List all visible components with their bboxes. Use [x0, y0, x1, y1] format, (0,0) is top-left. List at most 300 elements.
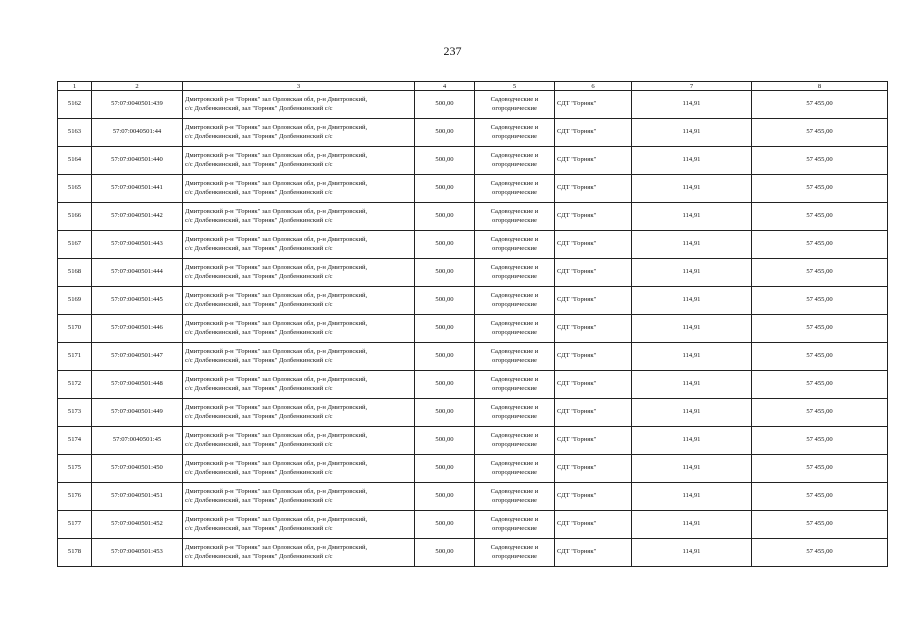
- owner-name: СДТ "Горняк": [557, 240, 597, 248]
- row-number-cell: [58, 455, 92, 483]
- address-line-2: с/с Долбенкинский, зал "Горняк" Долбенкинский с/с: [185, 132, 333, 140]
- address-cell: [183, 427, 415, 455]
- row-number-cell: [58, 511, 92, 539]
- land-use-line-1: Садоводческие и: [490, 320, 539, 328]
- cadastral-number: 57:07:0040501:452: [111, 520, 163, 528]
- cadastral-number-cell: [92, 175, 183, 203]
- address-line-2: с/с Долбенкинский, зал "Горняк" Долбенкинский с/с: [185, 524, 333, 532]
- cadastral-number: 57:07:0040501:439: [111, 100, 163, 108]
- column-number: 7: [632, 82, 752, 91]
- owner-name: СДТ "Горняк": [557, 184, 597, 192]
- land-use-line-2: огороднические: [492, 384, 537, 392]
- rate-cell: [632, 427, 752, 455]
- address-cell: [183, 91, 415, 119]
- land-use-cell: [475, 147, 555, 175]
- cadastral-value: 57 455,00: [806, 520, 833, 528]
- row-number: 5163: [67, 128, 82, 136]
- area-value: 500,00: [435, 296, 454, 304]
- address-line-2: с/с Долбенкинский, зал "Горняк" Долбенкинский с/с: [185, 188, 333, 196]
- owner-cell: [555, 91, 632, 119]
- cadastral-number: 57:07:0040501:445: [111, 296, 163, 304]
- row-number-cell: [58, 483, 92, 511]
- address-line-2: с/с Долбенкинский, зал "Горняк" Долбенкинский с/с: [185, 104, 333, 112]
- land-use-line-1: Садоводческие и: [490, 404, 539, 412]
- owner-name: СДТ "Горняк": [557, 156, 597, 164]
- address-line-1: Дмитровский р-н "Горняк" зал Орловская обл, р-н Дмитровский,: [185, 516, 368, 524]
- owner-cell: [555, 343, 632, 371]
- row-number-cell: [58, 427, 92, 455]
- table-row: [58, 427, 888, 455]
- owner-name: СДТ "Горняк": [557, 548, 597, 556]
- owner-cell: [555, 147, 632, 175]
- cadastral-number: 57:07:0040501:450: [111, 464, 163, 472]
- row-number: 5168: [67, 268, 82, 276]
- area-value: 500,00: [435, 380, 454, 388]
- land-use-cell: [475, 511, 555, 539]
- page-number: 237: [443, 44, 462, 58]
- address-line-1: Дмитровский р-н "Горняк" зал Орловская обл, р-н Дмитровский,: [185, 320, 368, 328]
- area-cell: [415, 203, 475, 231]
- land-use-line-2: огороднические: [492, 132, 537, 140]
- rate-value: 114,91: [682, 184, 701, 192]
- owner-name: СДТ "Горняк": [557, 296, 597, 304]
- address-cell: [183, 483, 415, 511]
- area-cell: [415, 371, 475, 399]
- table-row: [58, 119, 888, 147]
- address-cell: [183, 455, 415, 483]
- area-value: 500,00: [435, 156, 454, 164]
- row-number: 5173: [67, 408, 82, 416]
- row-number-cell: [58, 539, 92, 567]
- land-use-line-2: огороднические: [492, 468, 537, 476]
- rate-cell: [632, 203, 752, 231]
- table-row: [58, 343, 888, 371]
- rate-cell: [632, 399, 752, 427]
- owner-name: СДТ "Горняк": [557, 128, 597, 136]
- owner-name: СДТ "Горняк": [557, 520, 597, 528]
- row-number-cell: [58, 259, 92, 287]
- row-number-cell: [58, 147, 92, 175]
- cadastral-value-cell: [752, 259, 888, 287]
- address-line-2: с/с Долбенкинский, зал "Горняк" Долбенкинский с/с: [185, 468, 333, 476]
- rate-cell: [632, 119, 752, 147]
- cadastral-number: 57:07:0040501:45: [112, 436, 162, 444]
- table-row: [58, 371, 888, 399]
- cadastral-number-cell: [92, 119, 183, 147]
- address-line-2: с/с Долбенкинский, зал "Горняк" Долбенкинский с/с: [185, 496, 333, 504]
- land-use-cell: [475, 399, 555, 427]
- address-line-1: Дмитровский р-н "Горняк" зал Орловская обл, р-н Дмитровский,: [185, 96, 368, 104]
- cadastral-value: 57 455,00: [806, 296, 833, 304]
- owner-cell: [555, 287, 632, 315]
- address-cell: [183, 147, 415, 175]
- row-number: 5169: [67, 296, 82, 304]
- area-cell: [415, 315, 475, 343]
- owner-name: СДТ "Горняк": [557, 324, 597, 332]
- address-line-2: с/с Долбенкинский, зал "Горняк" Долбенкинский с/с: [185, 412, 333, 420]
- land-use-line-1: Садоводческие и: [490, 208, 539, 216]
- cadastral-value-cell: [752, 315, 888, 343]
- area-cell: [415, 175, 475, 203]
- address-cell: [183, 343, 415, 371]
- area-value: 500,00: [435, 184, 454, 192]
- owner-cell: [555, 231, 632, 259]
- cadastral-number: 57:07:0040501:440: [111, 156, 163, 164]
- area-value: 500,00: [435, 352, 454, 360]
- cadastral-value-cell: [752, 203, 888, 231]
- cadastral-number-cell: [92, 343, 183, 371]
- cadastral-value: 57 455,00: [806, 184, 833, 192]
- owner-cell: [555, 427, 632, 455]
- area-cell: [415, 91, 475, 119]
- cadastral-number-cell: [92, 231, 183, 259]
- owner-cell: [555, 203, 632, 231]
- row-number-cell: [58, 119, 92, 147]
- area-cell: [415, 231, 475, 259]
- land-use-line-1: Садоводческие и: [490, 264, 539, 272]
- cadastral-value: 57 455,00: [806, 352, 833, 360]
- cadastral-number: 57:07:0040501:446: [111, 324, 163, 332]
- address-line-2: с/с Долбенкинский, зал "Горняк" Долбенкинский с/с: [185, 300, 333, 308]
- column-number: 4: [415, 82, 475, 91]
- owner-cell: [555, 371, 632, 399]
- address-line-1: Дмитровский р-н "Горняк" зал Орловская обл, р-н Дмитровский,: [185, 292, 368, 300]
- land-use-cell: [475, 287, 555, 315]
- row-number-cell: [58, 91, 92, 119]
- address-line-1: Дмитровский р-н "Горняк" зал Орловская обл, р-н Дмитровский,: [185, 432, 368, 440]
- owner-name: СДТ "Горняк": [557, 212, 597, 220]
- cadastral-number: 57:07:0040501:44: [112, 128, 162, 136]
- address-line-1: Дмитровский р-н "Горняк" зал Орловская обл, р-н Дмитровский,: [185, 460, 368, 468]
- land-use-line-2: огороднические: [492, 496, 537, 504]
- address-line-2: с/с Долбенкинский, зал "Горняк" Долбенкинский с/с: [185, 244, 333, 252]
- land-use-line-1: Садоводческие и: [490, 124, 539, 132]
- rate-value: 114,91: [682, 548, 701, 556]
- land-use-line-1: Садоводческие и: [490, 376, 539, 384]
- cadastral-number-cell: [92, 315, 183, 343]
- rate-cell: [632, 315, 752, 343]
- area-value: 500,00: [435, 408, 454, 416]
- cadastral-value: 57 455,00: [806, 240, 833, 248]
- address-line-1: Дмитровский р-н "Горняк" зал Орловская обл, р-н Дмитровский,: [185, 208, 368, 216]
- address-line-1: Дмитровский р-н "Горняк" зал Орловская обл, р-н Дмитровский,: [185, 376, 368, 384]
- address-line-1: Дмитровский р-н "Горняк" зал Орловская обл, р-н Дмитровский,: [185, 348, 368, 356]
- area-cell: [415, 119, 475, 147]
- land-use-line-1: Садоводческие и: [490, 152, 539, 160]
- row-number: 5178: [67, 548, 82, 556]
- land-use-cell: [475, 231, 555, 259]
- rate-value: 114,91: [682, 100, 701, 108]
- land-use-line-1: Садоводческие и: [490, 544, 539, 552]
- cadastral-number-cell: [92, 511, 183, 539]
- cadastral-value: 57 455,00: [806, 128, 833, 136]
- owner-cell: [555, 315, 632, 343]
- column-number: 6: [555, 82, 632, 91]
- owner-cell: [555, 175, 632, 203]
- cadastral-value-cell: [752, 119, 888, 147]
- row-number: 5172: [67, 380, 82, 388]
- cadastral-value-cell: [752, 175, 888, 203]
- owner-cell: [555, 399, 632, 427]
- land-use-line-2: огороднические: [492, 104, 537, 112]
- row-number: 5171: [67, 352, 82, 360]
- cadastral-value-cell: [752, 343, 888, 371]
- owner-name: СДТ "Горняк": [557, 436, 597, 444]
- owner-name: СДТ "Горняк": [557, 464, 597, 472]
- owner-name: СДТ "Горняк": [557, 100, 597, 108]
- row-number: 5176: [67, 492, 82, 500]
- cadastral-number: 57:07:0040501:447: [111, 352, 163, 360]
- area-value: 500,00: [435, 268, 454, 276]
- area-cell: [415, 539, 475, 567]
- cadastral-value-cell: [752, 371, 888, 399]
- land-use-line-2: огороднические: [492, 328, 537, 336]
- land-use-line-1: Садоводческие и: [490, 236, 539, 244]
- cadastral-value-cell: [752, 231, 888, 259]
- address-line-2: с/с Долбенкинский, зал "Горняк" Долбенкинский с/с: [185, 328, 333, 336]
- cadastral-number: 57:07:0040501:444: [111, 268, 163, 276]
- address-cell: [183, 315, 415, 343]
- address-line-1: Дмитровский р-н "Горняк" зал Орловская обл, р-н Дмитровский,: [185, 124, 368, 132]
- table-row: [58, 287, 888, 315]
- land-use-cell: [475, 343, 555, 371]
- address-cell: [183, 231, 415, 259]
- cadastral-number-cell: [92, 371, 183, 399]
- cadastral-value-cell: [752, 147, 888, 175]
- cadastral-value: 57 455,00: [806, 380, 833, 388]
- row-number: 5167: [67, 240, 82, 248]
- row-number-cell: [58, 175, 92, 203]
- owner-cell: [555, 539, 632, 567]
- cadastral-number-cell: [92, 259, 183, 287]
- address-cell: [183, 539, 415, 567]
- address-line-1: Дмитровский р-н "Горняк" зал Орловская обл, р-н Дмитровский,: [185, 152, 368, 160]
- table-row: [58, 203, 888, 231]
- cadastral-value-cell: [752, 455, 888, 483]
- area-value: 500,00: [435, 212, 454, 220]
- address-cell: [183, 259, 415, 287]
- address-line-1: Дмитровский р-н "Горняк" зал Орловская обл, р-н Дмитровский,: [185, 544, 368, 552]
- column-number: 8: [752, 82, 888, 91]
- area-value: 500,00: [435, 324, 454, 332]
- land-use-line-2: огороднические: [492, 188, 537, 196]
- row-number-cell: [58, 203, 92, 231]
- land-use-line-1: Садоводческие и: [490, 292, 539, 300]
- cadastral-value: 57 455,00: [806, 492, 833, 500]
- land-plots-table: [57, 81, 888, 567]
- rate-cell: [632, 175, 752, 203]
- address-cell: [183, 119, 415, 147]
- area-cell: [415, 455, 475, 483]
- table-row: [58, 539, 888, 567]
- cadastral-number: 57:07:0040501:453: [111, 548, 163, 556]
- rate-cell: [632, 455, 752, 483]
- land-use-line-2: огороднические: [492, 552, 537, 560]
- address-cell: [183, 371, 415, 399]
- rate-value: 114,91: [682, 240, 701, 248]
- address-line-2: с/с Долбенкинский, зал "Горняк" Долбенкинский с/с: [185, 440, 333, 448]
- cadastral-value: 57 455,00: [806, 464, 833, 472]
- address-cell: [183, 203, 415, 231]
- rate-cell: [632, 147, 752, 175]
- table-row: [58, 483, 888, 511]
- cadastral-value-cell: [752, 287, 888, 315]
- area-value: 500,00: [435, 464, 454, 472]
- land-use-line-2: огороднические: [492, 272, 537, 280]
- row-number: 5164: [67, 156, 82, 164]
- table-row: [58, 231, 888, 259]
- row-number: 5165: [67, 184, 82, 192]
- rate-value: 114,91: [682, 296, 701, 304]
- address-line-1: Дмитровский р-н "Горняк" зал Орловская обл, р-н Дмитровский,: [185, 264, 368, 272]
- area-value: 500,00: [435, 520, 454, 528]
- owner-cell: [555, 483, 632, 511]
- area-cell: [415, 287, 475, 315]
- row-number: 5166: [67, 212, 82, 220]
- land-use-line-1: Садоводческие и: [490, 516, 539, 524]
- land-use-line-1: Садоводческие и: [490, 96, 539, 104]
- cadastral-number-cell: [92, 287, 183, 315]
- cadastral-value: 57 455,00: [806, 100, 833, 108]
- table-row: [58, 399, 888, 427]
- cadastral-value-cell: [752, 91, 888, 119]
- cadastral-number-cell: [92, 539, 183, 567]
- owner-name: СДТ "Горняк": [557, 380, 597, 388]
- area-value: 500,00: [435, 240, 454, 248]
- land-use-line-2: огороднические: [492, 244, 537, 252]
- land-use-cell: [475, 119, 555, 147]
- rate-value: 114,91: [682, 464, 701, 472]
- cadastral-number-cell: [92, 91, 183, 119]
- address-line-1: Дмитровский р-н "Горняк" зал Орловская обл, р-н Дмитровский,: [185, 236, 368, 244]
- table-row: [58, 175, 888, 203]
- address-line-2: с/с Долбенкинский, зал "Горняк" Долбенкинский с/с: [185, 552, 333, 560]
- row-number: 5162: [67, 100, 82, 108]
- rate-value: 114,91: [682, 492, 701, 500]
- rate-value: 114,91: [682, 436, 701, 444]
- area-cell: [415, 511, 475, 539]
- land-use-line-2: огороднические: [492, 300, 537, 308]
- address-cell: [183, 399, 415, 427]
- rate-value: 114,91: [682, 324, 701, 332]
- rate-value: 114,91: [682, 380, 701, 388]
- rate-value: 114,91: [682, 520, 701, 528]
- cadastral-number-cell: [92, 455, 183, 483]
- cadastral-number-cell: [92, 203, 183, 231]
- area-cell: [415, 399, 475, 427]
- address-line-1: Дмитровский р-н "Горняк" зал Орловская обл, р-н Дмитровский,: [185, 180, 368, 188]
- cadastral-number-cell: [92, 483, 183, 511]
- cadastral-number: 57:07:0040501:448: [111, 380, 163, 388]
- cadastral-value: 57 455,00: [806, 408, 833, 416]
- row-number: 5175: [67, 464, 82, 472]
- land-use-line-2: огороднические: [492, 440, 537, 448]
- cadastral-number: 57:07:0040501:442: [111, 212, 163, 220]
- column-number: 2: [92, 82, 183, 91]
- rate-cell: [632, 231, 752, 259]
- area-cell: [415, 259, 475, 287]
- land-use-line-2: огороднические: [492, 216, 537, 224]
- rate-cell: [632, 259, 752, 287]
- land-use-line-1: Садоводческие и: [490, 460, 539, 468]
- cadastral-value: 57 455,00: [806, 212, 833, 220]
- address-cell: [183, 511, 415, 539]
- rate-cell: [632, 511, 752, 539]
- owner-name: СДТ "Горняк": [557, 352, 597, 360]
- row-number: 5174: [67, 436, 82, 444]
- land-use-line-1: Садоводческие и: [490, 488, 539, 496]
- address-line-2: с/с Долбенкинский, зал "Горняк" Долбенкинский с/с: [185, 216, 333, 224]
- area-cell: [415, 147, 475, 175]
- table-row: [58, 259, 888, 287]
- cadastral-value: 57 455,00: [806, 156, 833, 164]
- land-use-line-2: огороднические: [492, 160, 537, 168]
- area-cell: [415, 483, 475, 511]
- rate-cell: [632, 371, 752, 399]
- cadastral-number-cell: [92, 147, 183, 175]
- cadastral-number: 57:07:0040501:443: [111, 240, 163, 248]
- owner-cell: [555, 119, 632, 147]
- cadastral-number-cell: [92, 399, 183, 427]
- rate-cell: [632, 343, 752, 371]
- cadastral-value-cell: [752, 539, 888, 567]
- rate-cell: [632, 287, 752, 315]
- land-use-line-1: Садоводческие и: [490, 432, 539, 440]
- address-line-2: с/с Долбенкинский, зал "Горняк" Долбенкинский с/с: [185, 272, 333, 280]
- address-cell: [183, 175, 415, 203]
- land-use-cell: [475, 315, 555, 343]
- column-number: 3: [183, 82, 415, 91]
- cadastral-number: 57:07:0040501:449: [111, 408, 163, 416]
- cadastral-value-cell: [752, 399, 888, 427]
- land-use-line-1: Садоводческие и: [490, 348, 539, 356]
- area-cell: [415, 343, 475, 371]
- cadastral-value: 57 455,00: [806, 436, 833, 444]
- rate-value: 114,91: [682, 352, 701, 360]
- column-number: 5: [475, 82, 555, 91]
- row-number-cell: [58, 399, 92, 427]
- address-line-2: с/с Долбенкинский, зал "Горняк" Долбенкинский с/с: [185, 160, 333, 168]
- row-number-cell: [58, 315, 92, 343]
- land-use-cell: [475, 483, 555, 511]
- owner-name: СДТ "Горняк": [557, 492, 597, 500]
- row-number-cell: [58, 231, 92, 259]
- owner-name: СДТ "Горняк": [557, 408, 597, 416]
- rate-value: 114,91: [682, 156, 701, 164]
- owner-name: СДТ "Горняк": [557, 268, 597, 276]
- cadastral-value-cell: [752, 483, 888, 511]
- land-use-cell: [475, 203, 555, 231]
- address-line-2: с/с Долбенкинский, зал "Горняк" Долбенкинский с/с: [185, 384, 333, 392]
- row-number: 5177: [67, 520, 82, 528]
- cadastral-number: 57:07:0040501:441: [111, 184, 163, 192]
- cadastral-value-cell: [752, 427, 888, 455]
- row-number-cell: [58, 287, 92, 315]
- rate-value: 114,91: [682, 212, 701, 220]
- land-use-cell: [475, 371, 555, 399]
- cadastral-value: 57 455,00: [806, 324, 833, 332]
- row-number: 5170: [67, 324, 82, 332]
- land-use-cell: [475, 175, 555, 203]
- column-number: 1: [58, 82, 92, 91]
- table-row: [58, 315, 888, 343]
- cadastral-number: 57:07:0040501:451: [111, 492, 163, 500]
- table-row: [58, 455, 888, 483]
- rate-cell: [632, 483, 752, 511]
- land-use-cell: [475, 91, 555, 119]
- area-value: 500,00: [435, 128, 454, 136]
- table-row: [58, 91, 888, 119]
